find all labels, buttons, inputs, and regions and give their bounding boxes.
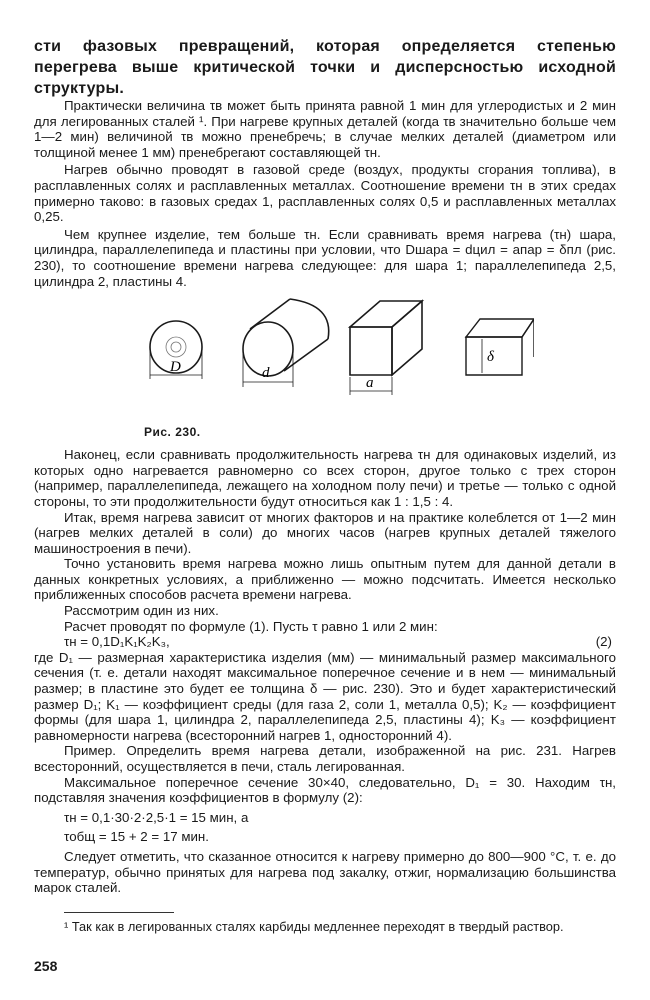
footnote: ¹ Так как в легированных сталях карбиды медленнее переходят в твердый раствор. xyxy=(64,918,564,934)
lead-paragraph: сти фазовых превращений, которая определяется степенью перегрева выше критической точки и дисперсностью исходной структуры. xyxy=(34,38,616,97)
formula-number: (2) xyxy=(595,634,612,650)
paragraph: где D₁ — размерная характеристика изделия (мм) — минимальный размер максимального сечения (т. е. детали находят максимальное поперечное сечение и в нем — минимальный размер; в пластине это будет ее толщина δ — рис. 230). Это и будет характеристический размер D₁; K₁ — коэффициент среды (для газа 2, соли 1, металла 0,5); K₂ — коэффициент формы (для шара 1, цилиндра 2, параллелепипеда 2,5, пластины 4); K₃ — коэффициент равномерности нагрева (всесторонний нагрев 1, односторонний 4). xyxy=(34,649,616,743)
label-d-sphere: D xyxy=(170,359,181,376)
formula-row xyxy=(34,829,616,845)
label-d-cylinder: d xyxy=(262,365,270,382)
cylinder-shape xyxy=(243,299,329,387)
paragraph: Чем крупнее изделие, тем больше τн. Если сравнивать время нагрева (τн) шара, цилиндра, параллелепипеда и пластины при условии, что Dшара = dцил = aпар = δпл (рис. 230), то соотношение времени нагрева следующее: для шара 1; параллелепипеда 2,5, цилиндра 2, пластины 4. xyxy=(34,226,616,289)
page-number: 258 xyxy=(34,958,58,974)
paragraph: Наконец, если сравнивать продолжительность нагрева τн для одинаковых изделий, из которых одно нагревается равномерно со всех сторон, другое только с трех сторон (например, параллелепипеда, лежащего на холодном полу печи) и третье — только с одной стороны, то эти продолжительности будут относиться как 1 : 1,5 : 4. xyxy=(34,447,616,509)
formula-row xyxy=(34,810,616,826)
sphere-shape xyxy=(150,321,202,379)
footnote-rule xyxy=(64,912,174,913)
paragraph: Итак, время нагрева зависит от многих факторов и на практике колеблется от 1—2 мин (нагрев мелких деталей в соли) до многих часов (нагрев крупных деталей тяжелого машиностроения в печи). xyxy=(34,509,616,556)
formula-calc: τобщ = 15 + 2 = 17 мин. xyxy=(64,829,209,845)
paragraph: Следует отметить, что сказанное относится к нагреву примерно до 800—900 °C, т. е. до температур, обычно принятых для нагрева под закалку, отжиг, нормализацию большинства марок сталей. xyxy=(34,848,616,896)
figure-230-drawing xyxy=(144,297,534,417)
formula-calc: τн = 0,1·30·2·2,5·1 = 15 мин, а xyxy=(64,809,249,825)
paragraph: Расчет проводят по формуле (1). Пусть τ равно 1 или 2 мин: xyxy=(64,618,438,634)
figure-caption: Рис. 230. xyxy=(144,425,201,440)
paragraph: Нагрев обычно проводят в газовой среде (воздух, продукты сгорания топлива), в расплавленных солях и расплавленных металлах. Соотношение времени τн в этих средах примерно таково: в газовых средах 1, расплавленных солях 0,5 и расплавленных металлах 0,25. xyxy=(34,162,616,225)
figure-230 xyxy=(34,297,616,447)
paragraph: Максимальное поперечное сечение 30×40, следовательно, D₁ = 30. Находим τн, подставляя значения коэффициентов в формулу (2): xyxy=(34,774,616,806)
formula-row xyxy=(34,634,616,650)
label-delta-plate: δ xyxy=(487,349,494,366)
formula-main: τн = 0,1D₁K₁K₂K₃, xyxy=(64,634,170,650)
body-text xyxy=(34,98,616,934)
label-a-box: a xyxy=(366,375,374,392)
paragraph: Точно установить время нагрева можно лишь опытным путем для данной детали в данных конкретных условиях, а приближенно — можно подсчитать. Имеется несколько приближенных способов расчета времени нагрева. xyxy=(34,556,616,603)
paragraph: Рассмотрим один из них. xyxy=(64,603,219,619)
box-shape xyxy=(350,301,422,395)
plate-shape xyxy=(466,319,534,375)
paragraph: Практически величина τв может быть принята равной 1 мин для углеродистых и 2 мин для легированных сталей ¹. При нагреве крупных деталей (когда τв значительно больше чем 1—2 мин) величиной τв можно пренебречь; в случае мелких деталей (диаметром или толщиной менее 1 мм) пренебрегают составляющей τн. xyxy=(34,98,616,160)
paragraph: Пример. Определить время нагрева детали, изображенной на рис. 231. Нагрев всесторонний, осуществляется в печи, сталь легированная. xyxy=(34,743,616,774)
